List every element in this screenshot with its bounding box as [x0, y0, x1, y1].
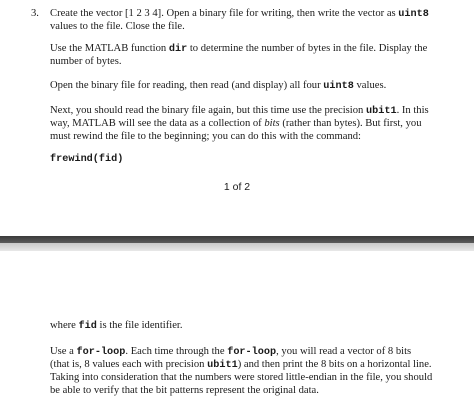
- text: be able to verify that the bit patterns represent the original data.: [50, 385, 319, 396]
- text: Next, you should read the binary file again, but this time use the precision: [50, 105, 366, 116]
- code-fid: fid: [78, 321, 97, 332]
- code-uint8: uint8: [398, 9, 429, 20]
- text: . Each time through the: [125, 346, 228, 357]
- text: Open the binary file for reading, then read (and display) all four: [50, 80, 324, 91]
- text: values.: [353, 80, 387, 91]
- text: Taking into consideration that the numbers were stored little-endian in the file, you should: [50, 372, 433, 383]
- code-for-loop: for-loop: [227, 347, 277, 358]
- page-number: 1 of 2: [223, 181, 251, 193]
- text: . In this: [396, 105, 429, 116]
- text: Use a: [50, 346, 77, 357]
- text: number of bytes.: [50, 56, 122, 67]
- text: way, MATLAB will see the data as a collection of: [50, 118, 265, 129]
- text: to determine the number of bytes in the file. Display the: [187, 43, 428, 54]
- item-number: 3.: [31, 8, 39, 19]
- text: values to the file. Close the file.: [50, 21, 185, 32]
- text: is the file identifier.: [96, 320, 183, 331]
- text: Use the MATLAB function: [50, 43, 169, 54]
- code-ubit1: ubit1: [207, 360, 238, 371]
- text: must rewind the file to the beginning; you can do this with the command:: [50, 131, 361, 142]
- page-separator-dark: [0, 236, 474, 243]
- text: (that is, 8 values each with precision: [50, 359, 208, 370]
- code-ubit1: ubit1: [365, 106, 397, 117]
- document-page-2: [0, 251, 474, 401]
- text: , you will read a vector of 8 bits: [276, 346, 412, 357]
- text: Create the vector [1 2 3 4]. Open a binary file for writing, then write the vector as: [50, 8, 399, 19]
- code-dir: dir: [168, 44, 188, 55]
- page-separator: [0, 236, 474, 251]
- code-frewind: frewind(fid): [50, 154, 124, 165]
- text: where: [50, 320, 79, 331]
- code-uint8: uint8: [323, 81, 354, 92]
- text: ) and then print the 8 bits on a horizontal line.: [237, 359, 432, 370]
- code-for-loop: for-loop: [76, 347, 126, 358]
- italic-bits: bits: [264, 118, 280, 129]
- text: (rather than bytes). But first, you: [279, 118, 422, 129]
- page-separator-light: [0, 243, 474, 251]
